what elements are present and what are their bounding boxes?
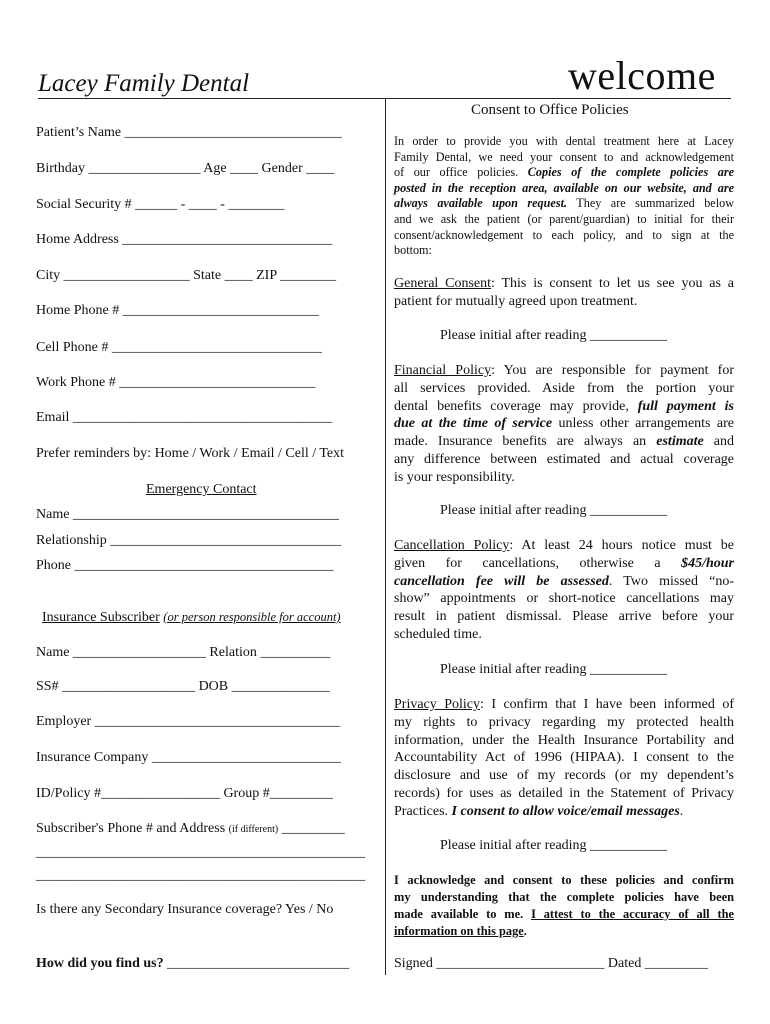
privacy-line: records) for uses as detailed in the Statement of Privacy bbox=[394, 785, 734, 801]
emergency-phone-field[interactable]: Phone _____________________________________ bbox=[36, 558, 334, 573]
intro-line: of our office policies. Copies of the complete policies are bbox=[394, 165, 734, 180]
financial-line: made. Insurance benefits are always an estimate and bbox=[394, 434, 735, 450]
general-consent-line: General Consent: This is consent to let us see you as a bbox=[394, 276, 734, 291]
cancellation-line: given for cancellations, otherwise a $45/hour bbox=[394, 555, 734, 571]
insurance-company-field[interactable]: Insurance Company ___________________________ bbox=[36, 750, 341, 765]
insured-ss-dob-field[interactable]: SS# ___________________ DOB ______________ bbox=[36, 679, 330, 694]
secondary-insurance-question[interactable]: Is there any Secondary Insurance coverage? Yes / No bbox=[36, 902, 334, 917]
emergency-contact-heading: Emergency Contact bbox=[146, 482, 257, 497]
referral-source-label: How did you find us? bbox=[36, 956, 164, 971]
acknowledgement-line: made available to me. I attest to the accuracy of all the bbox=[394, 907, 734, 921]
cancellation-policy-initial[interactable]: Please initial after reading ___________ bbox=[440, 662, 668, 677]
intro-paragraph bbox=[394, 134, 734, 259]
email-field[interactable]: Email _____________________________________ bbox=[36, 410, 332, 425]
subscriber-blank-line-1[interactable]: _______________________________________________ bbox=[36, 845, 365, 860]
relationship-line[interactable]: _________________________________ bbox=[110, 533, 342, 548]
intro-line: posted in the reception area, available on our website, and are bbox=[394, 180, 734, 195]
consent-title: Consent to Office Policies bbox=[471, 102, 629, 118]
signature-date-field[interactable]: Signed ________________________ Dated _________ bbox=[394, 956, 708, 971]
cancellation-policy-title: Cancellation Policy bbox=[394, 538, 510, 553]
subscriber-contact-field[interactable] bbox=[36, 821, 345, 837]
cancellation-line: scheduled time. bbox=[394, 626, 482, 642]
financial-line: any difference between estimated and actual coverage bbox=[394, 451, 734, 467]
cancellation-line: Cancellation Policy: At least 24 hours notice must be bbox=[394, 538, 735, 553]
city-state-zip-field[interactable]: City __________________ State ____ ZIP ________ bbox=[36, 268, 337, 283]
practice-logo: Lacey Family Dental bbox=[38, 70, 250, 97]
financial-line: due at the time of service unless other arrangements are bbox=[394, 416, 735, 432]
emergency-name-field[interactable]: Name ______________________________________ bbox=[36, 507, 339, 522]
welcome-heading: welcome bbox=[568, 53, 716, 98]
general-consent-paragraph bbox=[394, 275, 734, 310]
acknowledgement-line: my understanding that the complete policies have been bbox=[394, 890, 734, 904]
birthday-age-gender-field[interactable]: Birthday ________________ Age ____ Gender ____ bbox=[36, 161, 335, 176]
insurance-subscriber-heading bbox=[42, 610, 341, 626]
acknowledgement-paragraph bbox=[394, 872, 734, 940]
privacy-line: disclosure and use of my records (or my dependent’s bbox=[394, 768, 734, 784]
home-address-field[interactable]: Home Address ______________________________ bbox=[36, 232, 333, 247]
insured-name-relation-field[interactable]: Name ___________________ Relation __________ bbox=[36, 645, 331, 660]
privacy-line: Accountability Act of 1996 (HIPAA). I consent to the bbox=[394, 750, 734, 766]
intro-line: In order to provide you with dental treatment here at Lacey bbox=[394, 134, 734, 148]
financial-policy-initial[interactable]: Please initial after reading ___________ bbox=[440, 503, 668, 518]
general-consent-title: General Consent bbox=[394, 276, 492, 291]
referral-source-field[interactable] bbox=[36, 956, 349, 972]
privacy-line: information, under the Health Insurance Portability and bbox=[394, 732, 734, 748]
column-divider bbox=[385, 99, 386, 975]
relationship-label: Relationship bbox=[36, 533, 107, 548]
home-phone-field[interactable]: Home Phone # ____________________________ bbox=[36, 303, 319, 318]
patient-name-field[interactable]: Patient’s Name _______________________________ bbox=[36, 125, 342, 140]
general-consent-initial[interactable]: Please initial after reading ___________ bbox=[440, 328, 668, 343]
financial-policy-title: Financial Policy bbox=[394, 363, 492, 378]
intro-line: and we ask the patient (or parent/guardian) to initial for their bbox=[394, 211, 734, 226]
subscriber-note: (if different) bbox=[228, 824, 279, 835]
privacy-line: Practices. I consent to allow voice/email messages. bbox=[394, 803, 684, 819]
subscriber-blank-line-2[interactable]: _______________________________________________ bbox=[36, 868, 365, 883]
cancellation-line: result in patient dismissal. Please arrive before your bbox=[394, 609, 734, 625]
acknowledgement-line: information on this page. bbox=[394, 924, 527, 938]
cancellation-line: cancellation fee will be assessed. Two missed “no- bbox=[394, 573, 734, 589]
emergency-relationship-field[interactable] bbox=[36, 533, 341, 549]
privacy-policy-title: Privacy Policy bbox=[394, 697, 480, 712]
subscriber-label: Subscriber's Phone # and Address bbox=[36, 821, 226, 836]
financial-line: dental benefits coverage may provide, full payment is bbox=[394, 398, 734, 414]
intro-line: consent/acknowledgement to each policy, and to sign at the bbox=[394, 227, 734, 242]
cancellation-line: show” appointments or short-notice cancellations may bbox=[394, 591, 734, 607]
financial-policy-paragraph bbox=[394, 362, 734, 487]
work-phone-field[interactable]: Work Phone # ____________________________ bbox=[36, 375, 316, 390]
privacy-line: my rights to privacy regarding my protected health bbox=[394, 714, 734, 730]
privacy-policy-initial[interactable]: Please initial after reading ___________ bbox=[440, 838, 668, 853]
reminder-preference[interactable]: Prefer reminders by: Home / Work / Email / Cell / Text bbox=[36, 446, 345, 461]
intro-line: always available upon request. They are summarized below bbox=[394, 196, 734, 211]
acknowledgement-line: I acknowledge and consent to these policies and confirm bbox=[394, 873, 734, 887]
financial-line: all services provided. Aside from the portion your bbox=[394, 380, 734, 396]
referral-source-line[interactable]: __________________________ bbox=[167, 956, 350, 971]
cell-phone-field[interactable]: Cell Phone # ______________________________ bbox=[36, 340, 322, 355]
financial-line: Financial Policy: You are responsible for payment for bbox=[394, 363, 734, 378]
social-security-field[interactable]: Social Security # ______ - ____ - ________ bbox=[36, 197, 285, 212]
cancellation-policy-paragraph bbox=[394, 537, 734, 644]
insurance-heading-note: (or person responsible for account) bbox=[163, 610, 341, 624]
employer-field[interactable]: Employer ___________________________________ bbox=[36, 714, 340, 729]
subscriber-line[interactable]: _________ bbox=[281, 821, 345, 836]
privacy-policy-paragraph bbox=[394, 696, 734, 821]
policy-group-field[interactable]: ID/Policy #_________________ Group #_________ bbox=[36, 786, 333, 801]
general-consent-line: patient for mutually agreed upon treatment. bbox=[394, 293, 638, 309]
intro-line: Family Dental, we need your consent to and acknowledgement bbox=[394, 149, 734, 164]
privacy-line: Privacy Policy: I confirm that I have been informed of bbox=[394, 697, 734, 712]
financial-line: is your responsibility. bbox=[394, 469, 515, 485]
insurance-heading-label: Insurance Subscriber bbox=[42, 610, 160, 625]
intro-line: bottom: bbox=[394, 243, 432, 258]
